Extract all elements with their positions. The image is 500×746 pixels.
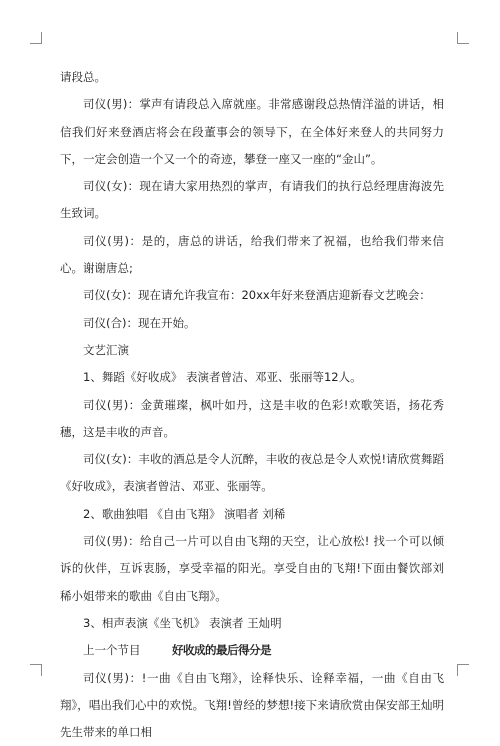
document-body bbox=[60, 64, 444, 746]
paragraph: 司仪(男)：金黄璀璨，枫叶如丹，这是丰收的色彩!欢歌笑语，扬花秀穗，这是丰收的声音。 bbox=[60, 397, 444, 439]
paragraph: 司仪(女)：现在请允许我宣布：20xx年好来登酒店迎新春文艺晚会： bbox=[83, 288, 431, 303]
paragraph-lead-text: 上一个节目 bbox=[83, 643, 141, 658]
overlapping-text: 好收成的最后得分是 bbox=[172, 643, 271, 658]
paragraph: 请段总。 bbox=[60, 70, 106, 84]
paragraph: 司仪(男)：是的，唐总的讲话，给我们带来了祝福，也给我们带来信心。谢谢唐总; bbox=[60, 233, 444, 276]
paragraph-overlap-line bbox=[60, 637, 444, 664]
crop-mark-top-right bbox=[457, 32, 469, 44]
paragraph: 司仪(合)：现在开始。 bbox=[83, 315, 196, 330]
program-item: 1、舞蹈《好收成》 表演者曾洁、邓亚、张丽等12人。 bbox=[83, 370, 362, 385]
crop-mark-top-left bbox=[30, 32, 42, 44]
paragraph: 司仪(男)：!一曲《自由飞翔》，诠释快乐、诠释幸福，一曲《自由飞翔》，唱出我们心中的欢悦。飞翔!曾经的梦想!接下来请欣赏由保安部王灿明先生带来的单口相 bbox=[60, 670, 444, 740]
crop-mark-bottom-left bbox=[30, 664, 42, 676]
paragraph: 司仪(女)：现在请大家用热烈的掌声，有请我们的执行总经理唐海波先生致词。 bbox=[60, 179, 444, 221]
program-item: 2、歌曲独唱 《自由飞翔》 演唱者 刘稀 bbox=[83, 506, 286, 521]
paragraph: 司仪(女)：丰收的酒总是令人沉醉，丰收的夜总是令人欢悦!请欣赏舞蹈《好收成》，表演者曾洁、邓亚、张丽等。 bbox=[60, 452, 444, 494]
crop-mark-bottom-right bbox=[457, 664, 469, 676]
section-heading: 文艺汇演 bbox=[83, 342, 129, 357]
paragraph: 司仪(男)：掌声有请段总入席就座。非常感谢段总热情洋溢的讲话，相信我们好来登酒店将会在段董事会的领导下，在全体好来登人的共同努力下，一定会创造一个又一个的奇迹，攀登一座又一座的“金山”。 bbox=[60, 97, 444, 166]
paragraph: 司仪(男)：给自己一片可以自由飞翔的天空，让心放松! 找一个可以倾诉的伙伴，互诉衷肠，享受幸福的阳光。享受自由的飞翔!下面由餐饮部刘稀小姐带来的歌曲《自由飞翔》。 bbox=[60, 534, 444, 603]
program-item: 3、相声表演《坐飞机》 表演者 王灿明 bbox=[83, 615, 282, 630]
